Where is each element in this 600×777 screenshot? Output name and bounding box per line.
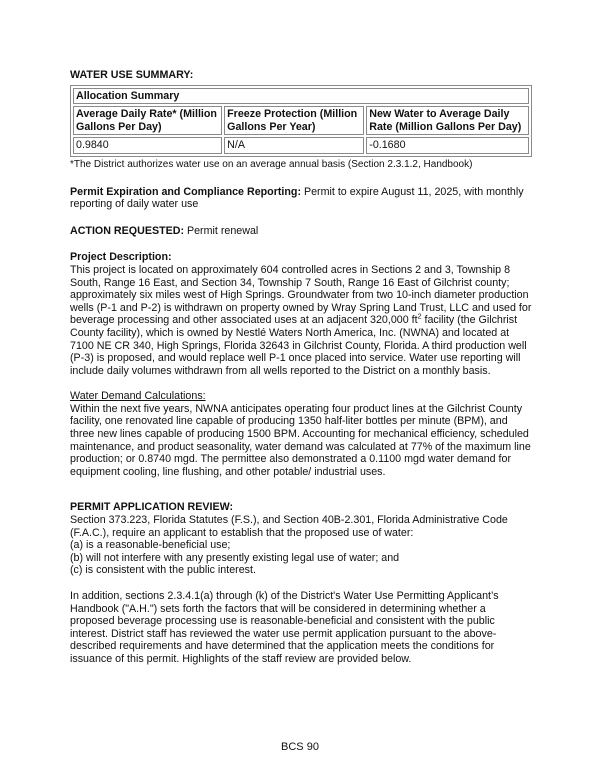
permit-expiration-text: Permit to expire August 11, 2025, with monthly reporting of daily water use	[70, 185, 524, 211]
value-new-water: -0.1680	[366, 137, 529, 154]
header-new-water: New Water to Average Daily Rate (Million Gallons Per Day)	[366, 106, 529, 135]
value-average-daily-rate: 0.9840	[73, 137, 222, 154]
criteria-item-b: (b) will not interfere with any presently existing legal use of water; and	[70, 551, 400, 564]
criteria-item-c: (c) is consistent with the public interest.	[70, 564, 256, 577]
water-use-summary-heading: WATER USE SUMMARY:	[70, 69, 194, 81]
criteria-item-a: (a) is a reasonable-beneficial use;	[70, 539, 231, 552]
table-header-row	[73, 106, 529, 135]
permit-review-heading: PERMIT APPLICATION REVIEW:	[70, 501, 234, 514]
water-demand-heading: Water Demand Calculations:	[70, 390, 206, 403]
project-description-text	[70, 264, 532, 377]
table-footnote: *The District authorizes water use on an average annual basis (Section 2.3.1.2, Handbook)	[70, 158, 473, 170]
value-freeze-protection: N/A	[224, 137, 364, 154]
table-caption: Allocation Summary	[73, 88, 529, 105]
permit-review-closing: In addition, sections 2.3.4.1(a) through (k) of the District's Water Use Permitting Applicant’s Handbook ("A.H.") sets forth the factors that will be considered in determining whether a proposed beverage processing use is reasonable-beneficial and consistent with the public interest. District staff has reviewed the water use permit application pursuant to the above-described requirements and have determined that the application meets the conditions for issuance of this permit. Highlights of the staff review are provided below.	[70, 590, 499, 665]
permit-review-intro: Section 373.223, Florida Statutes (F.S.), and Section 40B-2.301, Florida Administrative Code (F.A.C.), require an applicant to establish that the proposed use of water:	[70, 514, 508, 539]
water-demand-text: Within the next five years, NWNA anticipates operating four product lines at the Gilchrist County facility, one renovated line capable of producing 1350 half-liter bottles per minute (BPM), and three new lines capable of producing 1500 BPM. Accounting for mechanical efficiency, scheduled maintenance, and product seasonality, water demand was calculated at 77% of the maximum line production; or 0.8740 mgd. The permittee also demonstrated a 0.1100 mgd water demand for equipment cooling, line flushing, and other potable/ industrial uses.	[70, 402, 531, 478]
document-page	[70, 69, 532, 666]
table-row	[73, 137, 529, 154]
project-description-part2: facility (the Gilchrist County facility), which is owned by Nestlé Waters North America, Inc. (NWNA) and located at 7100 NE CR 340, High Springs, Florida 32643 in Gilchrist County, Florida. A third production well (P-3) is proposed, and would replace well P-1 once placed into service. Water use reporting will include daily volumes withdrawn from all wells reported to the District on a monthly basis.	[70, 314, 527, 377]
project-description-part1: This project is located on approximately 604 controlled acres in Sections 2 and 3, Township 8 South, Range 16 East, and Section 34, Township 7 South, Range 16 East of Gilchrist county; approximately six miles west of High Springs. Groundwater from two 10-inch diameter production wells (P-1 and P-2) is withdrawn on property owned by Wray Spring Land Trust, LLC and used for beverage processing and other associated uses at an adjacent 320,000 ft	[70, 263, 532, 327]
header-average-daily-rate: Average Daily Rate* (Million Gallons Per Day)	[73, 106, 222, 135]
allocation-summary-table	[70, 85, 532, 157]
action-requested-label: ACTION REQUESTED:	[70, 224, 185, 237]
action-requested-paragraph	[70, 225, 532, 238]
superscript-2: 2	[417, 313, 422, 321]
permit-expiration-paragraph	[70, 186, 532, 211]
project-description-heading: Project Description:	[70, 251, 172, 264]
permit-expiration-label: Permit Expiration and Compliance Reporting:	[70, 185, 301, 198]
action-requested-text: Permit renewal	[184, 224, 259, 237]
header-freeze-protection: Freeze Protection (Million Gallons Per Year)	[224, 106, 364, 135]
page-number: BCS 90	[281, 741, 319, 753]
